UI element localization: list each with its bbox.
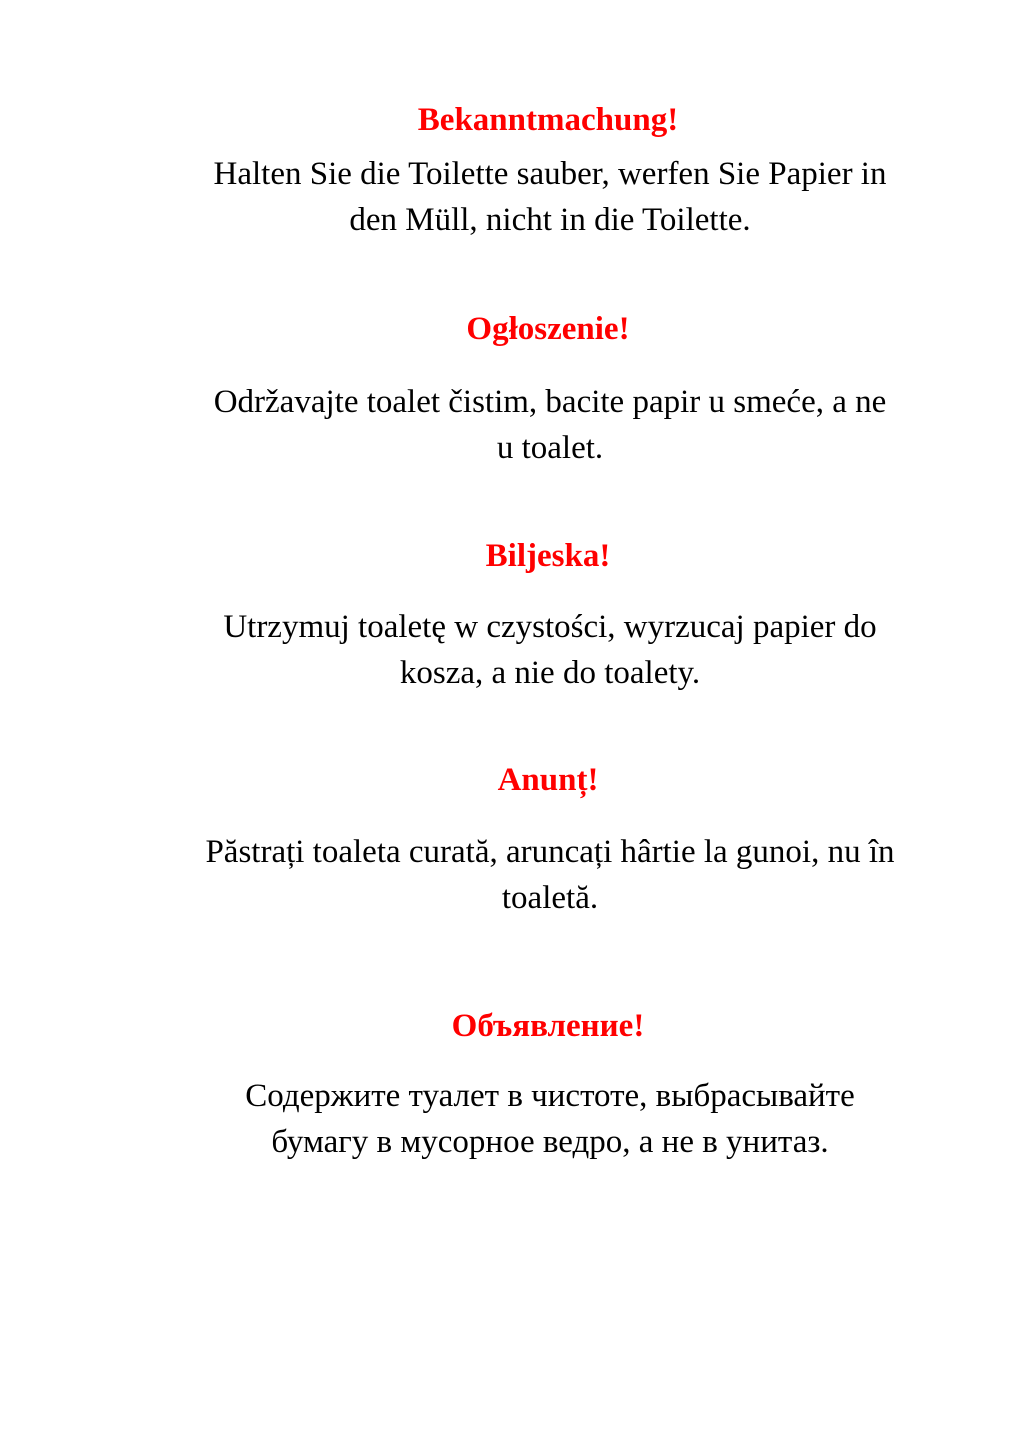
notice-text-line: u toalet. bbox=[496, 430, 604, 466]
notice-heading-russian: Объявление! bbox=[451, 1008, 645, 1044]
notice-heading-romanian: Anunț! bbox=[497, 762, 599, 798]
notice-text-line: Содержите туалет в чистоте, выбрасывайте bbox=[245, 1078, 855, 1114]
notice-heading-polish: Ogłoszenie! bbox=[466, 311, 630, 347]
notice-text-line: kosza, a nie do toalety. bbox=[399, 655, 701, 691]
notice-text-german bbox=[150, 151, 950, 243]
notice-text-polish bbox=[150, 604, 950, 696]
notice-text-line: Halten Sie die Toilette sauber, werfen Sie Papier in bbox=[213, 156, 887, 192]
notice-text-croatian bbox=[150, 379, 950, 471]
notice-heading-german: Bekanntmachung! bbox=[417, 102, 679, 138]
notice-text-line: den Müll, nicht in die Toilette. bbox=[349, 202, 751, 238]
notice-text-russian bbox=[150, 1073, 950, 1165]
notice-text-line: Utrzymuj toaletę w czystości, wyrzucaj papier do bbox=[223, 609, 877, 645]
notice-text-line: бумагу в мусорное ведро, а не в унитаз. bbox=[271, 1124, 829, 1160]
notice-heading-croatian: Biljeska! bbox=[485, 538, 611, 574]
notice-text-line: Păstrați toaleta curată, aruncați hârtie la gunoi, nu în bbox=[205, 834, 895, 870]
notice-text-line: Održavajte toalet čistim, bacite papir u smeće, a ne bbox=[213, 384, 887, 420]
notice-text-romanian bbox=[150, 829, 950, 921]
notice-text-line: toaletă. bbox=[501, 880, 599, 916]
